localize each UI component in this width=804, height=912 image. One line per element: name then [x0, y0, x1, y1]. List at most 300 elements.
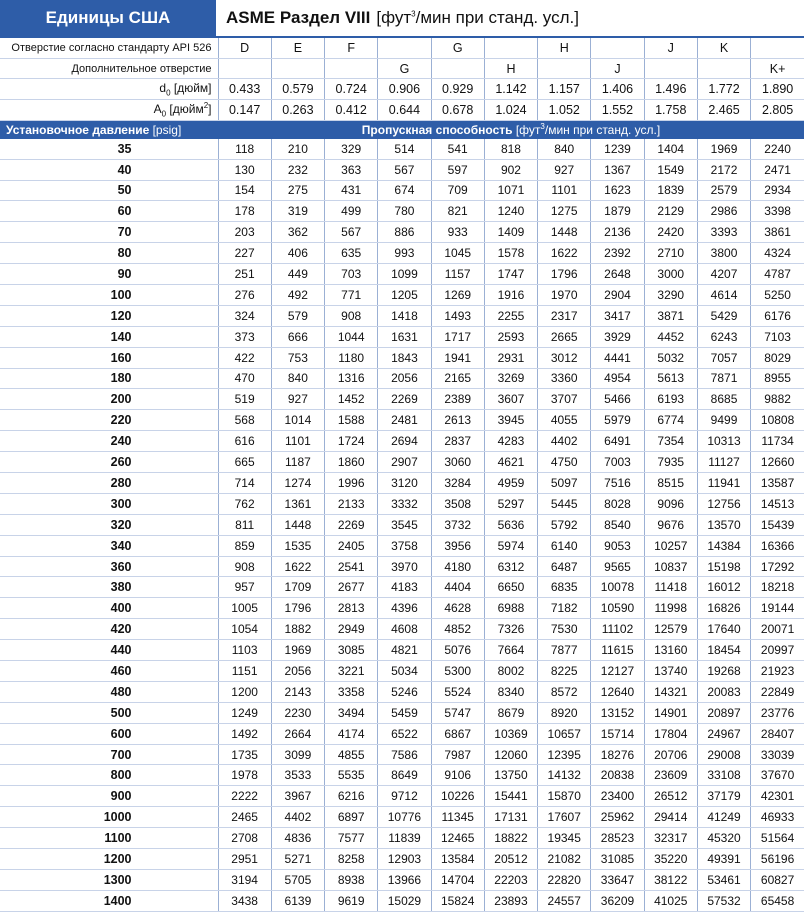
- capacity-cell: 4441: [591, 347, 644, 368]
- capacity-cell: 15870: [538, 786, 591, 807]
- capacity-cell: 7354: [644, 431, 697, 452]
- capacity-header: [218, 120, 804, 139]
- capacity-cell: 5032: [644, 347, 697, 368]
- capacity-cell: 1796: [271, 598, 324, 619]
- capacity-cell: 1724: [325, 431, 378, 452]
- orifice-cell: E: [271, 38, 324, 58]
- table-row: [0, 723, 804, 744]
- capacity-cell: 3221: [325, 661, 378, 682]
- capacity-cell: 1969: [697, 139, 750, 159]
- capacity-cell: 6193: [644, 389, 697, 410]
- capacity-cell: 13740: [644, 661, 697, 682]
- capacity-cell: 5524: [431, 681, 484, 702]
- capacity-cell: 4628: [431, 598, 484, 619]
- capacity-cell: 13570: [697, 514, 750, 535]
- capacity-cell: 6216: [325, 786, 378, 807]
- capacity-cell: 2648: [591, 264, 644, 285]
- capacity-cell: 4404: [431, 577, 484, 598]
- pressure-cell: 180: [0, 368, 218, 389]
- capacity-cell: 3012: [538, 347, 591, 368]
- capacity-cell: 4821: [378, 640, 431, 661]
- capacity-cell: 3438: [218, 890, 271, 911]
- extra-orifice-cell: G: [378, 58, 431, 79]
- capacity-cell: 1709: [271, 577, 324, 598]
- orifice-cell: [378, 38, 431, 58]
- capacity-cell: 3290: [644, 284, 697, 305]
- capacity-cell: 17804: [644, 723, 697, 744]
- table-row: [0, 702, 804, 723]
- capacity-cell: 1978: [218, 765, 271, 786]
- capacity-cell: 56196: [751, 849, 804, 870]
- d0-cell: 0.433: [218, 79, 271, 100]
- capacity-cell: 2931: [484, 347, 537, 368]
- table-row: [0, 598, 804, 619]
- capacity-cell: 499: [325, 201, 378, 222]
- capacity-cell: 2613: [431, 410, 484, 431]
- capacity-cell: 57532: [697, 890, 750, 911]
- capacity-cell: 38122: [644, 869, 697, 890]
- capacity-cell: 227: [218, 243, 271, 264]
- capacity-cell: 18454: [697, 640, 750, 661]
- table-row: [0, 514, 804, 535]
- capacity-cell: 567: [325, 222, 378, 243]
- capacity-cell: 1275: [538, 201, 591, 222]
- capacity-cell: 11998: [644, 598, 697, 619]
- capacity-cell: 65458: [751, 890, 804, 911]
- capacity-cell: 908: [218, 556, 271, 577]
- table-row: [0, 347, 804, 368]
- capacity-cell: 1157: [431, 264, 484, 285]
- capacity-cell: 818: [484, 139, 537, 159]
- capacity-cell: 11418: [644, 577, 697, 598]
- capacity-cell: 13584: [431, 849, 484, 870]
- capacity-cell: 33039: [751, 744, 804, 765]
- capacity-cell: 1099: [378, 264, 431, 285]
- capacity-cell: 1274: [271, 473, 324, 494]
- capacity-cell: 24557: [538, 890, 591, 911]
- pressure-cell: 240: [0, 431, 218, 452]
- capacity-cell: 859: [218, 535, 271, 556]
- pressure-cell: 200: [0, 389, 218, 410]
- table-row: [0, 786, 804, 807]
- capacity-cell: 20512: [484, 849, 537, 870]
- capacity-cell: 1180: [325, 347, 378, 368]
- capacity-cell: 3332: [378, 493, 431, 514]
- capacity-cell: 11102: [591, 619, 644, 640]
- capacity-cell: 5250: [751, 284, 804, 305]
- capacity-cell: 1448: [271, 514, 324, 535]
- capacity-cell: 2230: [271, 702, 324, 723]
- capacity-cell: 2481: [378, 410, 431, 431]
- capacity-cell: 3970: [378, 556, 431, 577]
- capacity-cell: 1622: [271, 556, 324, 577]
- table-row: [0, 201, 804, 222]
- extra-orifice-label: Дополнительное отверстие: [0, 58, 218, 79]
- pressure-cell: 480: [0, 681, 218, 702]
- pressure-cell: 340: [0, 535, 218, 556]
- capacity-cell: 8540: [591, 514, 644, 535]
- table-title: [216, 0, 804, 36]
- capacity-cell: 4180: [431, 556, 484, 577]
- capacity-cell: 31085: [591, 849, 644, 870]
- capacity-cell: 3398: [751, 201, 804, 222]
- capacity-cell: 1240: [484, 201, 537, 222]
- capacity-cell: 1054: [218, 619, 271, 640]
- capacity-cell: 26512: [644, 786, 697, 807]
- capacity-cell: 1448: [538, 222, 591, 243]
- capacity-cell: 16012: [697, 577, 750, 598]
- capacity-cell: 21923: [751, 661, 804, 682]
- capacity-cell: 2986: [697, 201, 750, 222]
- capacity-cell: 2056: [378, 368, 431, 389]
- capacity-cell: 2813: [325, 598, 378, 619]
- capacity-cell: 2165: [431, 368, 484, 389]
- capacity-cell: 10837: [644, 556, 697, 577]
- a0-cell: 0.412: [325, 100, 378, 121]
- extra-orifice-cell: K+: [751, 58, 804, 79]
- capacity-cell: 3929: [591, 326, 644, 347]
- capacity-cell: 5445: [538, 493, 591, 514]
- set-pressure-bold: Установочное давление: [6, 122, 150, 137]
- capacity-cell: 3533: [271, 765, 324, 786]
- capacity-cell: 154: [218, 180, 271, 201]
- orifice-cell: [591, 38, 644, 58]
- capacity-cell: 1839: [644, 180, 697, 201]
- capacity-cell: 19144: [751, 598, 804, 619]
- capacity-cell: 3360: [538, 368, 591, 389]
- capacity-cell: 1418: [378, 305, 431, 326]
- capacity-cell: 276: [218, 284, 271, 305]
- pressure-cell: 35: [0, 139, 218, 159]
- capacity-cell: 6867: [431, 723, 484, 744]
- title-rest-post: /мин при станд. усл.]: [415, 8, 579, 27]
- capacity-cell: 11734: [751, 431, 804, 452]
- capacity-cell: 17607: [538, 807, 591, 828]
- capacity-cell: 2269: [325, 514, 378, 535]
- capacity-cell: 15198: [697, 556, 750, 577]
- a0-cell: 0.147: [218, 100, 271, 121]
- a0-cell: 1.052: [538, 100, 591, 121]
- a0-cell: 2.805: [751, 100, 804, 121]
- capacity-cell: 232: [271, 159, 324, 180]
- capacity-cell: 4836: [271, 828, 324, 849]
- capacity-cell: 2579: [697, 180, 750, 201]
- capacity-cell: 46933: [751, 807, 804, 828]
- capacity-unit-pre: [фут: [512, 123, 541, 138]
- capacity-cell: 14132: [538, 765, 591, 786]
- capacity-cell: 1941: [431, 347, 484, 368]
- capacity-cell: 1735: [218, 744, 271, 765]
- table-row: [0, 431, 804, 452]
- capacity-cell: 8685: [697, 389, 750, 410]
- capacity-cell: 714: [218, 473, 271, 494]
- capacity-cell: 3871: [644, 305, 697, 326]
- extra-orifice-cell: [697, 58, 750, 79]
- capacity-cell: 2907: [378, 452, 431, 473]
- pressure-cell: 420: [0, 619, 218, 640]
- capacity-cell: 840: [271, 368, 324, 389]
- capacity-cell: 4402: [271, 807, 324, 828]
- capacity-cell: 10226: [431, 786, 484, 807]
- capacity-cell: 635: [325, 243, 378, 264]
- capacity-cell: 2541: [325, 556, 378, 577]
- capacity-cell: 4614: [697, 284, 750, 305]
- capacity-cell: 29414: [644, 807, 697, 828]
- capacity-cell: 3494: [325, 702, 378, 723]
- capacity-cell: 49391: [697, 849, 750, 870]
- table-row: [0, 389, 804, 410]
- capacity-cell: 616: [218, 431, 271, 452]
- capacity-cell: 2665: [538, 326, 591, 347]
- capacity-cell: 10590: [591, 598, 644, 619]
- capacity-cell: 22849: [751, 681, 804, 702]
- capacity-cell: 12465: [431, 828, 484, 849]
- capacity-cell: 449: [271, 264, 324, 285]
- capacity-cell: 2136: [591, 222, 644, 243]
- capacity-cell: 5246: [378, 681, 431, 702]
- capacity-cell: 8340: [484, 681, 537, 702]
- table-row: [0, 326, 804, 347]
- capacity-cell: 4608: [378, 619, 431, 640]
- capacity-cell: 41025: [644, 890, 697, 911]
- capacity-unit-post: /мин при станд. усл.]: [544, 123, 661, 138]
- capacity-cell: 3967: [271, 786, 324, 807]
- d0-row: [0, 79, 804, 100]
- capacity-cell: 37670: [751, 765, 804, 786]
- capacity-cell: 15029: [378, 890, 431, 911]
- a0-cell: 2.465: [697, 100, 750, 121]
- capacity-cell: 3085: [325, 640, 378, 661]
- capacity-cell: 4207: [697, 264, 750, 285]
- capacity-cell: 2317: [538, 305, 591, 326]
- capacity-cell: 329: [325, 139, 378, 159]
- capacity-cell: 2129: [644, 201, 697, 222]
- capacity-cell: 5466: [591, 389, 644, 410]
- pressure-cell: 500: [0, 702, 218, 723]
- capacity-cell: 12579: [644, 619, 697, 640]
- capacity-cell: 22820: [538, 869, 591, 890]
- capacity-cell: 14704: [431, 869, 484, 890]
- capacity-cell: 8002: [484, 661, 537, 682]
- capacity-cell: 18276: [591, 744, 644, 765]
- table-row: [0, 139, 804, 159]
- pressure-cell: 1000: [0, 807, 218, 828]
- capacity-cell: 2389: [431, 389, 484, 410]
- capacity-cell: 7586: [378, 744, 431, 765]
- table-row: [0, 577, 804, 598]
- capacity-cell: 4959: [484, 473, 537, 494]
- capacity-cell: 4787: [751, 264, 804, 285]
- capacity-cell: 11127: [697, 452, 750, 473]
- capacity-cell: 35220: [644, 849, 697, 870]
- capacity-cell: 1879: [591, 201, 644, 222]
- pressure-cell: 460: [0, 661, 218, 682]
- capacity-cell: 251: [218, 264, 271, 285]
- capacity-cell: 908: [325, 305, 378, 326]
- orifice-cell: H: [538, 38, 591, 58]
- table-row: [0, 473, 804, 494]
- capacity-cell: 762: [218, 493, 271, 514]
- d0-post: [дюйм]: [170, 81, 212, 96]
- capacity-cell: 4852: [431, 619, 484, 640]
- capacity-cell: 22203: [484, 869, 537, 890]
- capacity-cell: 21082: [538, 849, 591, 870]
- capacity-cell: 6988: [484, 598, 537, 619]
- capacity-cell: 5076: [431, 640, 484, 661]
- capacity-cell: 4452: [644, 326, 697, 347]
- extra-orifice-cell: J: [591, 58, 644, 79]
- capacity-cell: 1071: [484, 180, 537, 201]
- capacity-cell: 840: [538, 139, 591, 159]
- a0-cell: 0.644: [378, 100, 431, 121]
- capacity-cell: 3060: [431, 452, 484, 473]
- capacity-cell: 1535: [271, 535, 324, 556]
- capacity-cell: 8649: [378, 765, 431, 786]
- capacity-cell: 2694: [378, 431, 431, 452]
- orifice-cell: J: [644, 38, 697, 58]
- capacity-cell: 431: [325, 180, 378, 201]
- capacity-cell: 4283: [484, 431, 537, 452]
- capacity-cell: 12395: [538, 744, 591, 765]
- a0-sup: 2: [203, 101, 209, 111]
- capacity-cell: 753: [271, 347, 324, 368]
- capacity-cell: 23776: [751, 702, 804, 723]
- capacity-cell: 1014: [271, 410, 324, 431]
- capacity-cell: 29008: [697, 744, 750, 765]
- capacity-cell: 9712: [378, 786, 431, 807]
- capacity-cell: 3956: [431, 535, 484, 556]
- capacity-cell: 933: [431, 222, 484, 243]
- capacity-cell: 703: [325, 264, 378, 285]
- capacity-cell: 1622: [538, 243, 591, 264]
- capacity-cell: 5974: [484, 535, 537, 556]
- pressure-cell: 100: [0, 284, 218, 305]
- capacity-cell: 993: [378, 243, 431, 264]
- capacity-cell: 3120: [378, 473, 431, 494]
- table-row: [0, 828, 804, 849]
- capacity-cell: 24967: [697, 723, 750, 744]
- capacity-cell: 1103: [218, 640, 271, 661]
- capacity-cell: 1843: [378, 347, 431, 368]
- capacity-cell: 1549: [644, 159, 697, 180]
- capacity-cell: 16366: [751, 535, 804, 556]
- capacity-cell: 709: [431, 180, 484, 201]
- capacity-cell: 10369: [484, 723, 537, 744]
- capacity-cell: 2133: [325, 493, 378, 514]
- capacity-cell: 17640: [697, 619, 750, 640]
- capacity-cell: 12127: [591, 661, 644, 682]
- capacity-cell: 2904: [591, 284, 644, 305]
- capacity-cell: 12756: [697, 493, 750, 514]
- capacity-cell: 3099: [271, 744, 324, 765]
- capacity-cell: 362: [271, 222, 324, 243]
- capacity-cell: 1796: [538, 264, 591, 285]
- capacity-cell: 203: [218, 222, 271, 243]
- capacity-cell: 1578: [484, 243, 537, 264]
- capacity-cell: 1045: [431, 243, 484, 264]
- pressure-cell: 360: [0, 556, 218, 577]
- capacity-cell: 4855: [325, 744, 378, 765]
- capacity-cell: 13587: [751, 473, 804, 494]
- capacity-cell: 8679: [484, 702, 537, 723]
- capacity-cell: 324: [218, 305, 271, 326]
- table-row: [0, 264, 804, 285]
- a0-row: [0, 100, 804, 121]
- capacity-cell: 6650: [484, 577, 537, 598]
- table-row: [0, 410, 804, 431]
- capacity-cell: 11941: [697, 473, 750, 494]
- capacity-cell: 10257: [644, 535, 697, 556]
- capacity-cell: 7182: [538, 598, 591, 619]
- capacity-cell: 2710: [644, 243, 697, 264]
- extra-orifice-cell: H: [484, 58, 537, 79]
- capacity-cell: 6491: [591, 431, 644, 452]
- capacity-cell: 4324: [751, 243, 804, 264]
- table-row: [0, 681, 804, 702]
- capacity-cell: 2837: [431, 431, 484, 452]
- capacity-cell: 15441: [484, 786, 537, 807]
- capacity-cell: 20706: [644, 744, 697, 765]
- capacity-cell: 11345: [431, 807, 484, 828]
- capacity-cell: 7057: [697, 347, 750, 368]
- capacity-cell: 1101: [271, 431, 324, 452]
- pressure-cell: 440: [0, 640, 218, 661]
- capacity-cell: 9499: [697, 410, 750, 431]
- capacity-cell: 674: [378, 180, 431, 201]
- a0-cell: 1.552: [591, 100, 644, 121]
- capacity-cell: 2392: [591, 243, 644, 264]
- title-rest-pre: [фут: [376, 8, 412, 27]
- table-row: [0, 305, 804, 326]
- capacity-cell: 1044: [325, 326, 378, 347]
- capacity-cell: 9106: [431, 765, 484, 786]
- a0-mid: [дюйм: [166, 102, 204, 117]
- capacity-cell: 9882: [751, 389, 804, 410]
- capacity-cell: 7577: [325, 828, 378, 849]
- units-label: Единицы США: [0, 0, 216, 36]
- capacity-cell: 9096: [644, 493, 697, 514]
- capacity-cell: 20083: [697, 681, 750, 702]
- capacity-cell: 6176: [751, 305, 804, 326]
- capacity-cell: 957: [218, 577, 271, 598]
- capacity-cell: 8225: [538, 661, 591, 682]
- capacity-cell: 1101: [538, 180, 591, 201]
- capacity-cell: 1588: [325, 410, 378, 431]
- d0-cell: 0.724: [325, 79, 378, 100]
- capacity-cell: 319: [271, 201, 324, 222]
- table-row: [0, 640, 804, 661]
- capacity-cell: 17131: [484, 807, 537, 828]
- capacity-cell: 1269: [431, 284, 484, 305]
- capacity-cell: 7530: [538, 619, 591, 640]
- pressure-cell: 70: [0, 222, 218, 243]
- capacity-cell: 5300: [431, 661, 484, 682]
- capacity-cell: 8029: [751, 347, 804, 368]
- capacity-unit: [513, 123, 661, 137]
- capacity-cell: 118: [218, 139, 271, 159]
- capacity-cell: 2172: [697, 159, 750, 180]
- extra-orifice-cell: [271, 58, 324, 79]
- capacity-cell: 14901: [644, 702, 697, 723]
- capacity-cell: 3707: [538, 389, 591, 410]
- capacity-cell: 1969: [271, 640, 324, 661]
- capacity-cell: 10078: [591, 577, 644, 598]
- capacity-unit-sup: 3: [540, 122, 545, 132]
- d0-cell: 0.579: [271, 79, 324, 100]
- pressure-cell: 800: [0, 765, 218, 786]
- capacity-cell: 4055: [538, 410, 591, 431]
- capacity-cell: 9676: [644, 514, 697, 535]
